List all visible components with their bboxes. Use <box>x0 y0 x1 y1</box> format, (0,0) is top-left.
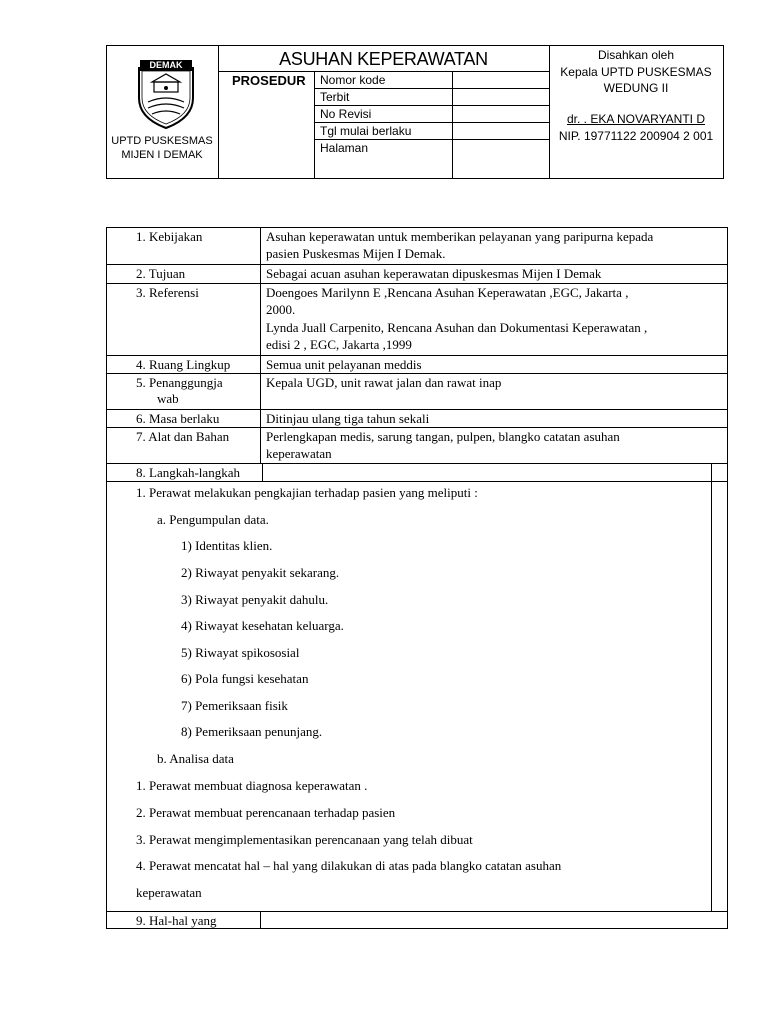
step-item-7: 7) Pemeriksaan fisik <box>181 698 288 713</box>
step-d3: 3. Perawat mengimplementasikan perencanaan yang telah dibuat <box>136 832 473 847</box>
step-d2: 2. Perawat membuat perencanaan terhadap pasien <box>136 805 396 820</box>
step-1a: a. Pengumpulan data. <box>157 512 269 527</box>
approver-name: dr. . EKA NOVARYANTI D <box>566 112 706 126</box>
row-referensi-text-1: Doengoes Marilynn E ,Rencana Asuhan Keperawatan ,EGC, Jakarta , <box>266 285 629 300</box>
org-name-line1: UPTD PUSKESMAS <box>111 135 213 147</box>
field-terbit: Terbit <box>320 90 350 104</box>
step-item-2: 2) Riwayat penyakit sekarang. <box>181 565 340 580</box>
row-alat-text-1: Perlengkapan medis, sarung tangan, pulpen, blangko catatan asuhan <box>266 429 620 444</box>
row-referensi-label: 3. Referensi <box>136 285 199 300</box>
row-masa-label: 6. Masa berlaku <box>136 411 220 426</box>
row-kebijakan-text-1: Asuhan keperawatan untuk memberikan pelayanan yang paripurna kepada <box>266 229 654 244</box>
row-masa-text: Ditinjau ulang tiga tahun sekali <box>266 411 430 426</box>
step-1b: b. Analisa data <box>157 751 234 766</box>
step-item-8: 8) Pemeriksaan penunjang. <box>181 724 323 739</box>
step-item-5: 5) Riwayat spikososial <box>181 645 300 660</box>
field-nomor-kode: Nomor kode <box>320 73 386 87</box>
step-item-3: 3) Riwayat penyakit dahulu. <box>181 592 329 607</box>
approver-title-2: WEDUNG II <box>603 81 669 95</box>
row-referensi-text-3: Lynda Juall Carpenito, Rencana Asuhan dan Dokumentasi Keperawatan , <box>266 320 648 335</box>
row-referensi-text-2: 2000. <box>266 302 296 317</box>
step-d4-line-2: keperawatan <box>136 885 202 900</box>
row-alat-label: 7. Alat dan Bahan <box>136 429 230 444</box>
row-penanggung-label-1: 5. Penanggungja <box>136 375 223 390</box>
row-hal-label: 9. Hal-hal yang <box>136 913 217 928</box>
row-penanggung-text: Kepala UGD, unit rawat jalan dan rawat inap <box>266 375 502 390</box>
row-referensi-text-4: edisi 2 , EGC, Jakarta ,1999 <box>266 337 412 352</box>
demak-logo <box>134 58 198 130</box>
row-langkah-label: 8. Langkah-langkah <box>136 465 240 480</box>
row-kebijakan-label: 1. Kebijakan <box>136 229 203 244</box>
field-tgl-mulai: Tgl mulai berlaku <box>320 124 412 138</box>
row-tujuan-label: 2. Tujuan <box>136 266 186 281</box>
row-kebijakan-text-2: pasien Puskesmas Mijen I Demak. <box>266 246 446 261</box>
field-halaman: Halaman <box>320 141 369 155</box>
document-title: ASUHAN KEPERAWATAN <box>279 49 488 69</box>
row-penanggung-label-2: wab <box>157 391 179 406</box>
step-item-4: 4) Riwayat kesehatan keluarga. <box>181 618 344 633</box>
row-tujuan-text: Sebagai acuan asuhan keperawatan dipuskesmas Mijen I Demak <box>266 266 602 281</box>
step-1: 1. Perawat melakukan pengkajian terhadap pasien yang meliputi : <box>136 485 478 500</box>
row-ruang-label: 4. Ruang Lingkup <box>136 357 231 372</box>
step-item-6: 6) Pola fungsi kesehatan <box>181 671 309 686</box>
org-name-line2: MIJEN I DEMAK <box>121 149 203 161</box>
step-d1: 1. Perawat membuat diagnosa keperawatan . <box>136 778 368 793</box>
approver-title-1: Kepala UPTD PUSKESMAS <box>560 65 712 79</box>
row-ruang-text: Semua unit pelayanan meddis <box>266 357 422 372</box>
approved-by: Disahkan oleh <box>597 48 675 62</box>
approver-nip: NIP. 19771122 200904 2 001 <box>558 129 714 143</box>
field-no-revisi: No Revisi <box>320 107 372 121</box>
prosedur-label: PROSEDUR <box>232 73 306 88</box>
step-d4-line-1: 4. Perawat mencatat hal – hal yang dilakukan di atas pada blangko catatan asuhan <box>136 858 562 873</box>
row-alat-text-2: keperawatan <box>266 446 332 461</box>
logo-text: DEMAK <box>149 60 183 70</box>
step-item-1: 1) Identitas klien. <box>181 538 273 553</box>
